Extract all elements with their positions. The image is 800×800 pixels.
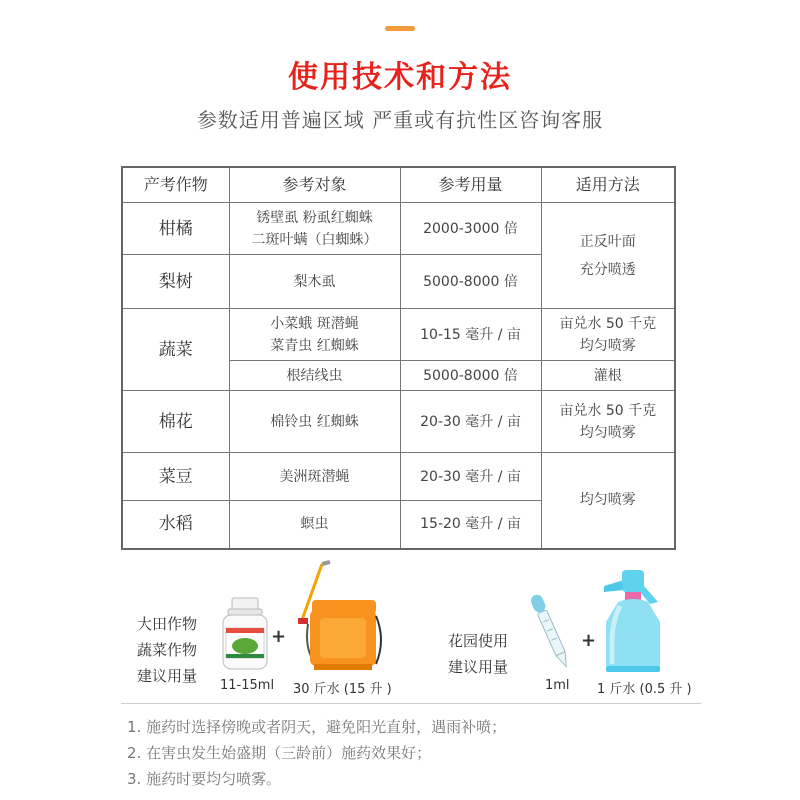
- target-cell: 美洲斑潜蝇: [229, 453, 400, 501]
- method-line: 亩兑水 50 千克: [559, 315, 657, 332]
- garden-sprayer-caption: 1 斤水 (0.5 升 ): [597, 682, 692, 697]
- crop-cell: 蔬菜: [122, 309, 229, 391]
- field-sprayer-caption: 30 斤水 (15 升 ): [293, 682, 392, 697]
- dose-cell: 5000-8000 倍: [400, 361, 541, 391]
- target-cell: 棉铃虫 红蜘蛛: [229, 391, 400, 453]
- method-cell: 灌根: [541, 361, 675, 391]
- target-cell: 螟虫: [229, 501, 400, 549]
- note-item: 3. 施药时要均匀喷雾。: [127, 770, 282, 788]
- page-subtitle: 参数适用普遍区域 严重或有抗性区咨询客服: [196, 108, 604, 132]
- crop-cell: 菜豆: [122, 453, 229, 501]
- crop-cell: 柑橘: [122, 203, 229, 255]
- crop-cell: 水稻: [122, 501, 229, 549]
- crop-cell: 棉花: [122, 391, 229, 453]
- usage-table: [121, 166, 676, 550]
- crop-cell: 梨树: [122, 255, 229, 309]
- dose-cell: 2000-3000 倍: [400, 203, 541, 255]
- label-line: 建议用量: [137, 667, 198, 685]
- field-bottle-caption: 11-15ml: [220, 678, 275, 693]
- header-method: 适用方法: [541, 167, 675, 203]
- table-row: [122, 309, 675, 361]
- field-dosage-label: [137, 611, 197, 689]
- target-cell: 根结线虫: [229, 361, 400, 391]
- label-line: 建议用量: [448, 658, 509, 676]
- target-cell: [229, 203, 400, 255]
- label-line: 大田作物: [137, 615, 198, 633]
- backpack-sprayer-icon: [290, 560, 390, 676]
- dose-cell: 20-30 毫升 / 亩: [400, 453, 541, 501]
- method-line: 均匀喷雾: [579, 337, 636, 354]
- method-cell: [541, 203, 675, 309]
- method-line: 正反叶面: [579, 233, 636, 250]
- dropper-icon: [525, 590, 575, 672]
- method-cell: [541, 391, 675, 453]
- garden-dropper-caption: 1ml: [545, 678, 570, 693]
- method-cell: [541, 309, 675, 361]
- table-header-row: [122, 167, 675, 203]
- target-line: 锈壁虱 粉虱红蜘蛛: [256, 209, 373, 226]
- spray-bottle-icon: [598, 562, 670, 674]
- usage-notes: [127, 714, 506, 792]
- method-line: 均匀喷雾: [579, 424, 636, 441]
- notes-divider: [121, 703, 701, 704]
- note-item: 2. 在害虫发生始盛期（三龄前）施药效果好；: [127, 744, 432, 762]
- target-cell: [229, 309, 400, 361]
- accent-bar: [385, 26, 415, 31]
- target-cell: 梨木虱: [229, 255, 400, 309]
- dose-cell: 5000-8000 倍: [400, 255, 541, 309]
- dose-cell: 10-15 毫升 / 亩: [400, 309, 541, 361]
- header-dose: 参考用量: [400, 167, 541, 203]
- method-line: 亩兑水 50 千克: [559, 402, 657, 419]
- target-line: 菜青虫 红蜘蛛: [270, 337, 359, 354]
- note-item: 1. 施药时选择傍晚或者阴天，避免阳光直射，遇雨补喷；: [127, 718, 507, 736]
- header-target: 参考对象: [229, 167, 400, 203]
- target-line: 二斑叶螨（白蜘蛛）: [251, 231, 378, 248]
- garden-dosage-label: [448, 628, 508, 680]
- table-row: [122, 453, 675, 501]
- label-line: 蔬菜作物: [137, 641, 198, 659]
- plus-sign: +: [581, 630, 597, 651]
- page-title: 使用技术和方法: [288, 60, 512, 95]
- method-cell: 均匀喷雾: [541, 453, 675, 549]
- table-row: [122, 203, 675, 255]
- dose-cell: 20-30 毫升 / 亩: [400, 391, 541, 453]
- header-crop: 产考作物: [122, 167, 229, 203]
- pesticide-bottle-icon: [220, 598, 270, 670]
- label-line: 花园使用: [448, 632, 509, 650]
- table-row: [122, 391, 675, 453]
- target-line: 小菜蛾 斑潜蝇: [270, 315, 359, 332]
- method-line: 充分喷透: [579, 261, 636, 278]
- plus-sign: +: [271, 626, 287, 647]
- dose-cell: 15-20 毫升 / 亩: [400, 501, 541, 549]
